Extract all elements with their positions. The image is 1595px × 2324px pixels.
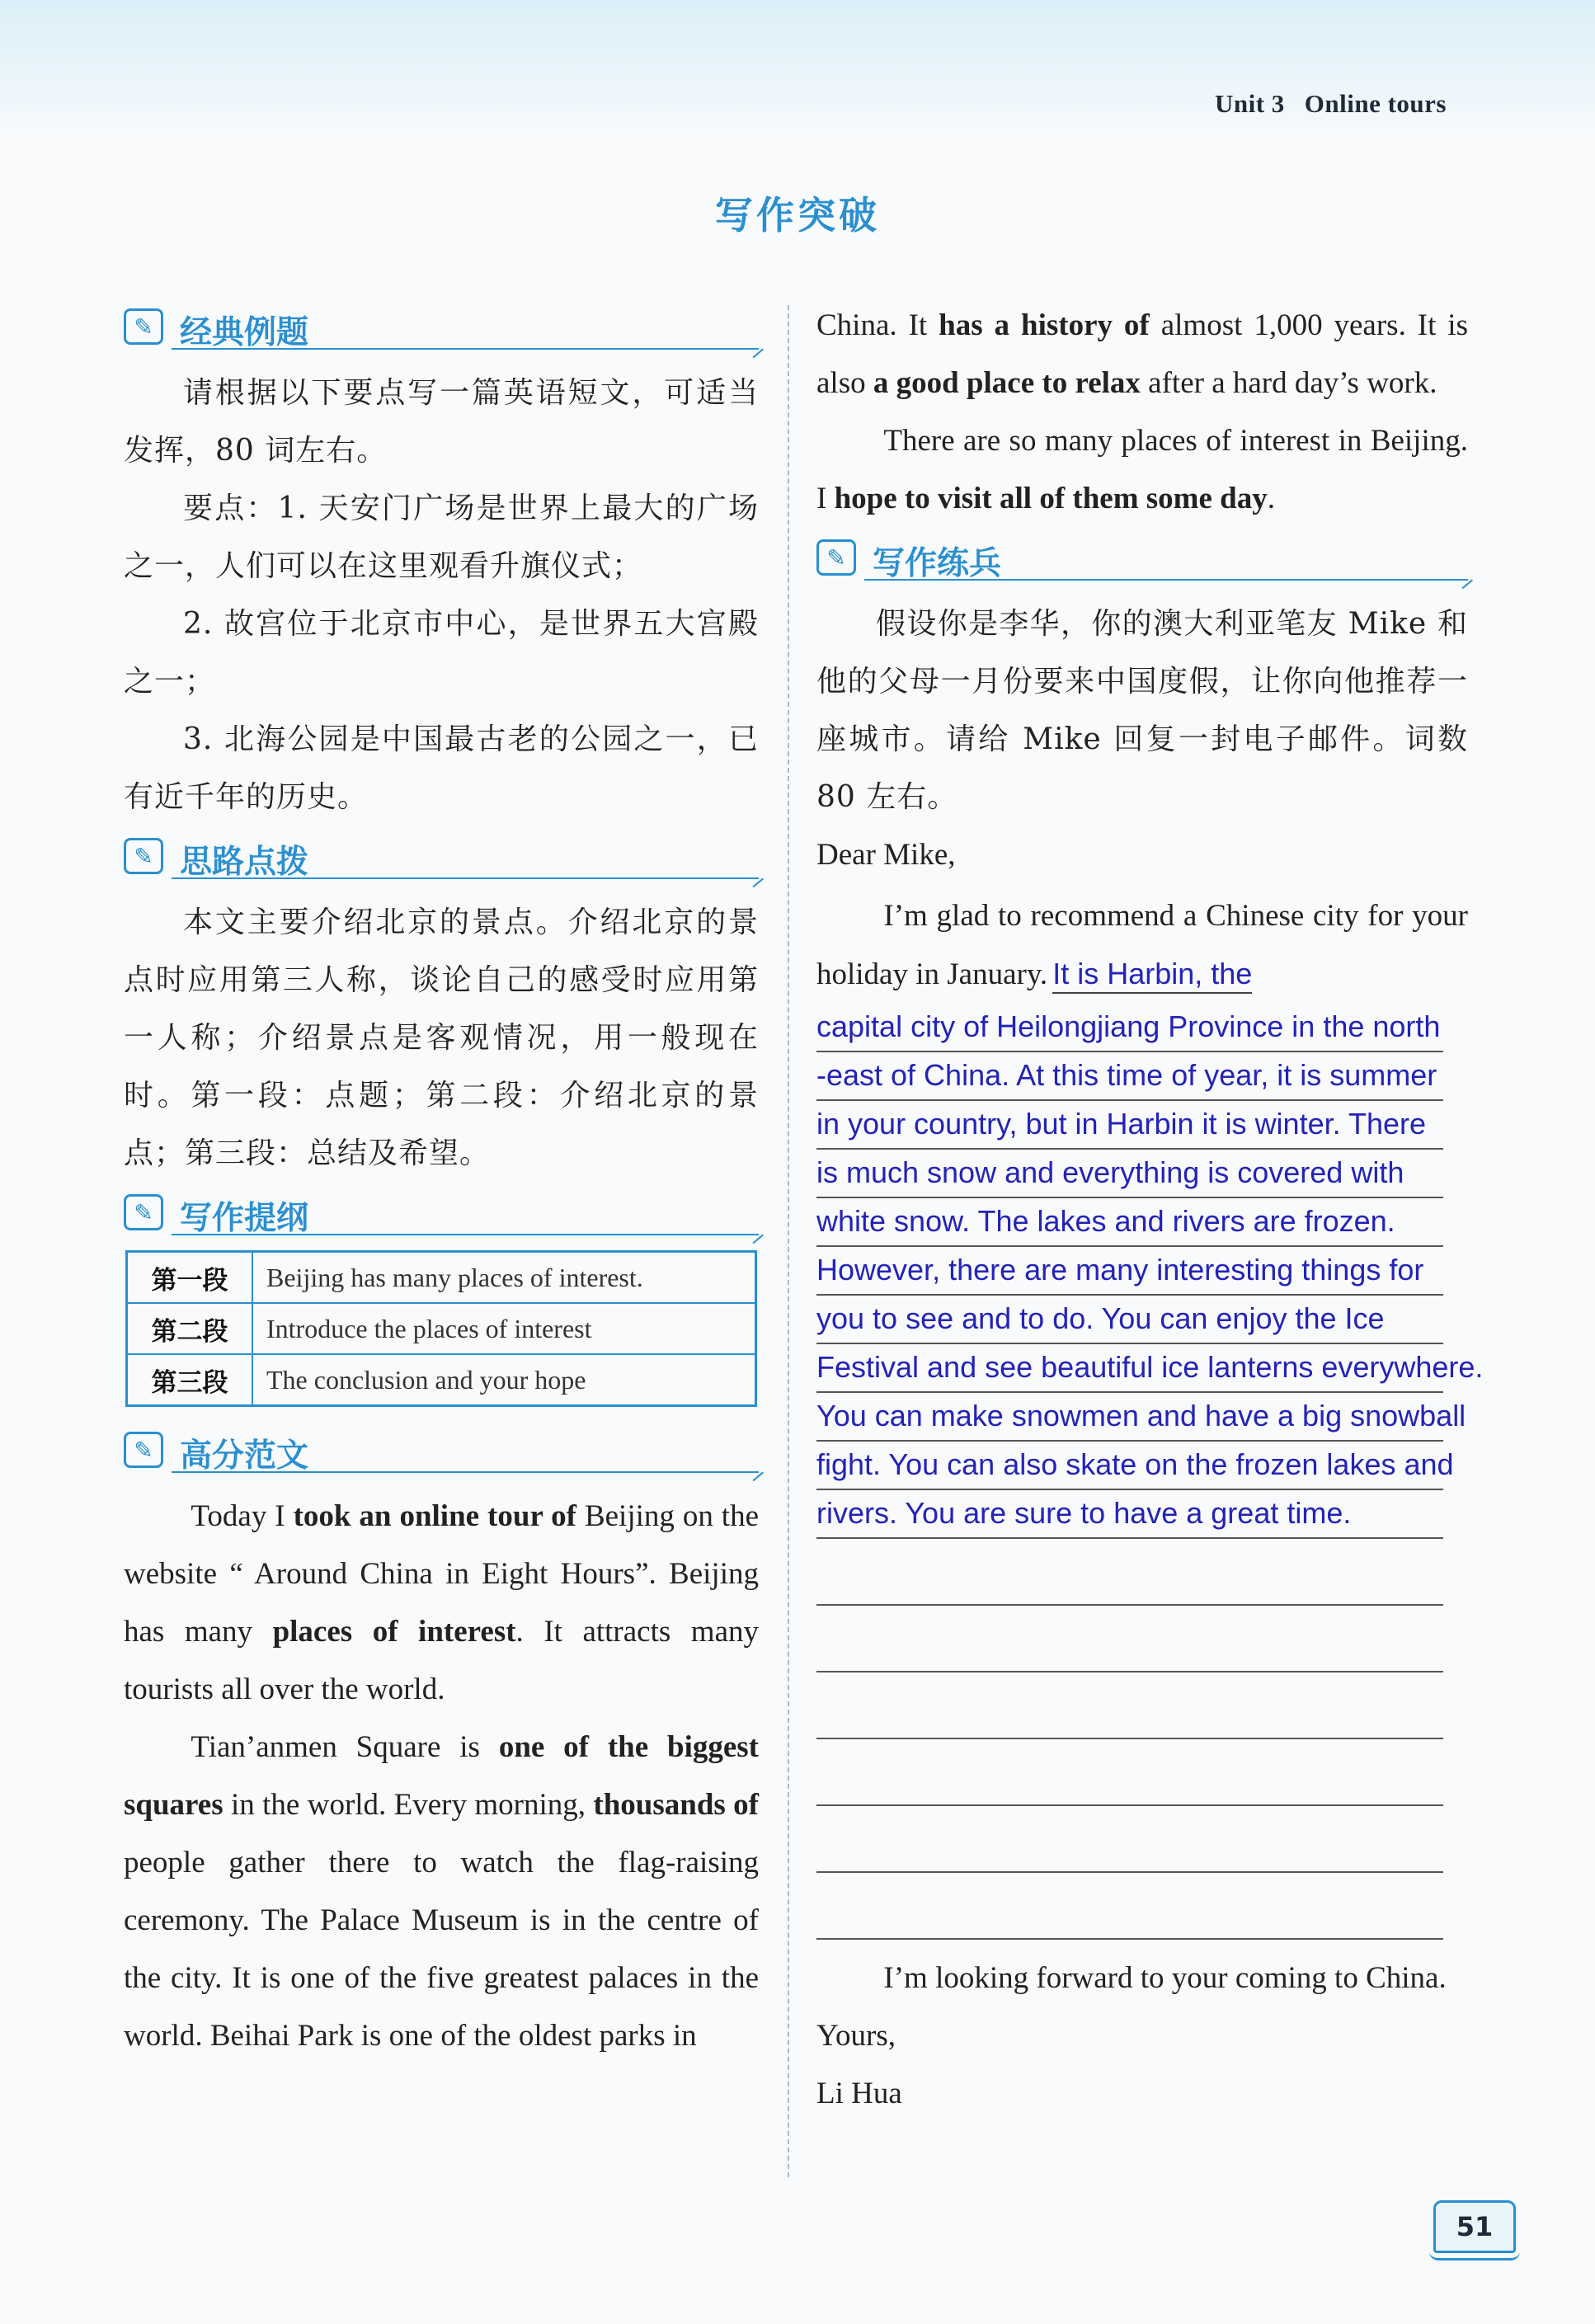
model-paragraph-1: Today I took an online tour of Beijing on the website “ Around China in Eight Hours”. Beijing has many places of interest. It attracts many tourists all over the world.: [124, 1499, 759, 1706]
runner-icon: ✎: [124, 308, 163, 345]
blank-line: [816, 1739, 1443, 1806]
ruled-lines: [816, 1004, 1484, 1940]
table-row: 第三段 The conclusion and your hope: [127, 1354, 756, 1406]
table-row: 第二段 Introduce the places of interest: [127, 1303, 756, 1354]
handwritten-line: -east of China. At this time of year, it is summer: [816, 1052, 1443, 1101]
section-header-practice: ✎ 写作练兵: [816, 534, 1468, 584]
right-column: [816, 297, 1484, 2123]
example-point-3: 3. 北海公园是中国最古老的公园之一，已有近千年的历史。: [124, 722, 759, 814]
runner-icon: ✎: [124, 1432, 163, 1468]
handwritten-line: you to see and to do. You can enjoy the Ice: [816, 1296, 1443, 1344]
section-header-example: ✎ 经典例题: [124, 303, 759, 353]
example-point-2: 2. 故宫位于北京市中心，是世界五大宫殿之一；: [124, 607, 759, 699]
unit-label: Unit 3: [1214, 89, 1285, 118]
section-header-ideas: ✎ 思路点拨: [124, 833, 759, 882]
handwritten-line: However, there are many interesting things for: [816, 1247, 1443, 1296]
handwritten-line: is much snow and everything is covered with: [816, 1150, 1443, 1198]
section-header-outline: ✎ 写作提纲: [124, 1189, 759, 1239]
practice-instruction: 假设你是李华，你的澳大利亚笔友 Mike 和他的父母一月份要来中国度假，让你向他推荐一座城市。请给 Mike 回复一封电子邮件。词数 80 左右。: [816, 607, 1468, 814]
model-paragraph-2-cont: China. It has a history of almost 1,000 years. It is also a good place to relax after a hard day’s work.: [816, 308, 1468, 400]
section-header-model: ✎ 高分范文: [124, 1427, 759, 1476]
page-number: 51: [1433, 2200, 1516, 2253]
runner-icon: ✎: [124, 838, 163, 874]
handwritten-line: You can make snowmen and have a big snowball: [816, 1393, 1443, 1442]
handwritten-line: capital city of Heilongjiang Province in the north: [816, 1004, 1443, 1052]
running-header: [1215, 89, 1447, 119]
answer-area: [816, 887, 1484, 1940]
column-divider: [788, 305, 789, 2177]
handwritten-line: rivers. You are sure to have a great time.: [816, 1490, 1443, 1539]
example-instruction: 请根据以下要点写一篇英语短文，可适当发挥，80 词左右。: [124, 376, 759, 468]
unit-topic: Online tours: [1304, 89, 1447, 118]
runner-icon: ✎: [124, 1194, 163, 1230]
blank-line: [816, 1806, 1443, 1873]
signature: Li Hua: [816, 2077, 902, 2110]
handwritten-line: white snow. The lakes and rivers are frozen.: [816, 1198, 1443, 1247]
blank-line: [816, 1539, 1443, 1606]
letter-opening: I’m glad to recommend a Chinese city for your holiday in January. It is Harbin, the: [816, 887, 1468, 1004]
handwritten-line: Festival and see beautiful ice lanterns everywhere.: [816, 1344, 1443, 1393]
example-point-1: 要点：1. 天安门广场是世界上最大的广场之一，人们可以在这里观看升旗仪式；: [124, 492, 759, 583]
salutation: Dear Mike,: [816, 838, 956, 872]
runner-icon: ✎: [816, 539, 856, 576]
ideas-paragraph: 本文主要介绍北京的景点。介绍北京的景点时应用第三人称，谈论自己的感受时应用第一人称；介绍景点是客观情况，用一般现在时。第一段：点题；第二段：介绍北京的景点；第三段：总结及希望。: [124, 906, 759, 1170]
model-paragraph-3: There are so many places of interest in Beijing. I hope to visit all of them some day.: [816, 424, 1468, 515]
outline-table: [125, 1250, 757, 1407]
blank-line: [816, 1873, 1443, 1940]
sign-off: Yours,: [816, 2019, 896, 2053]
page-title: 写作突破: [715, 193, 880, 238]
table-row: 第一段 Beijing has many places of interest.: [127, 1252, 756, 1304]
left-column: [124, 297, 759, 2065]
closing-line: I’m looking forward to your coming to China.: [883, 1961, 1447, 1995]
handwritten-line: fight. You can also skate on the frozen lakes and: [816, 1442, 1443, 1490]
blank-line: [816, 1672, 1443, 1739]
blank-line: [816, 1606, 1443, 1672]
handwritten-line: in your country, but in Harbin it is winter. There: [816, 1101, 1443, 1150]
model-paragraph-2: Tian’anmen Square is one of the biggest squares in the world. Every morning, thousands of people gather there to watch the flag-raising ceremony. The Palace Museum is in the centre of the city. It is one of the five greatest palaces in the world. Beihai Park is one of the oldest parks in: [124, 1730, 759, 2053]
handwritten-answer-start: It is Harbin, the: [1052, 957, 1252, 994]
header-band: [0, 0, 1595, 140]
